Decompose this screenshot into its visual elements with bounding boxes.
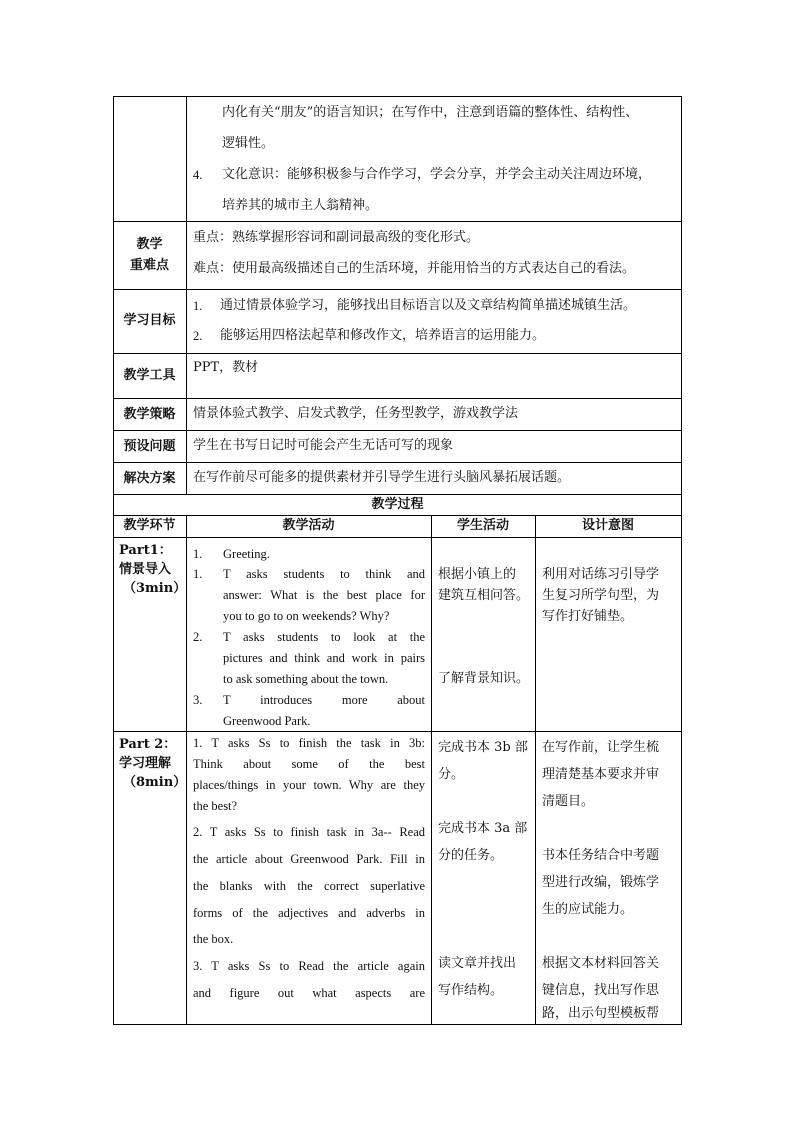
header-teacher-activity: 教学活动 bbox=[282, 518, 335, 533]
p2-intent-2b: 型进行改编，锻炼学 bbox=[542, 875, 660, 890]
problems-label: 预设问题 bbox=[123, 439, 176, 454]
top-line-4: 培养其的城市主人翁精神。 bbox=[222, 198, 379, 213]
objective-1-text: 通过情景体验学习，能够找出目标语言以及文章结构简单描述城镇生活。 bbox=[220, 298, 637, 313]
p2-act2-line3: the blanks with the correct superlative bbox=[193, 879, 425, 893]
p2-act3-line2: and figure out what aspects are bbox=[193, 986, 425, 1000]
p1-student-1a: 根据小镇上的 bbox=[438, 567, 517, 582]
p2-student-2a: 完成书本 3a 部 bbox=[438, 821, 528, 836]
p2-student-3b: 写作结构。 bbox=[438, 983, 504, 998]
p2-intent-2c: 生的应试能力。 bbox=[542, 902, 634, 917]
p2-student-1b: 分。 bbox=[438, 767, 465, 782]
p2-intent-3b: 键信息，找出写作思 bbox=[542, 983, 660, 998]
p1-act3-num: 2. bbox=[193, 630, 203, 644]
p1-act1-line1: Greeting. bbox=[223, 547, 270, 561]
difficult-point-line: 难点：使用最高级描述自己的生活环境，并能用恰当的方式表达自己的看法。 bbox=[193, 261, 636, 276]
top-line-3: 文化意识：能够积极参与合作学习，学会分享，并学会主动关注周边环境， bbox=[222, 167, 652, 182]
part1-label-1: Part1： bbox=[119, 543, 172, 558]
p2-intent-1a: 在写作前，让学生梳 bbox=[542, 740, 660, 755]
p1-intent-1: 利用对话练习引导学 bbox=[542, 567, 660, 582]
p1-act2-line2: answer: What is the best place for bbox=[223, 588, 425, 602]
p2-act2-line4: forms of the adjectives and adverbs in bbox=[193, 906, 425, 920]
solutions-label: 解决方案 bbox=[123, 471, 176, 486]
p1-act3-line3: to ask something about the town. bbox=[223, 672, 389, 686]
strategy-label: 教学策略 bbox=[123, 407, 176, 422]
top-item-number: 4. bbox=[193, 168, 203, 182]
p2-intent-1c: 清题目。 bbox=[542, 794, 595, 809]
part1-label-2: 情景导入 bbox=[119, 562, 172, 577]
p2-act1-line4: the best? bbox=[193, 799, 238, 813]
p2-act3-line1: 3. T asks Ss to Read the article again bbox=[193, 959, 425, 973]
p1-student-2: 了解背景知识。 bbox=[438, 671, 530, 686]
p2-intent-3c: 路，出示句型模板帮 bbox=[542, 1006, 660, 1021]
part1-label-3: （3min） bbox=[123, 581, 187, 596]
key-points-label-2: 重难点 bbox=[129, 258, 169, 273]
objective-2-number: 2. bbox=[193, 329, 203, 343]
p2-student-3a: 读文章并找出 bbox=[438, 956, 517, 971]
p2-intent-1b: 理清楚基本要求并审 bbox=[542, 767, 660, 782]
part2-label-2: 学习理解 bbox=[119, 756, 172, 771]
part2-label-1: Part 2： bbox=[119, 737, 177, 752]
p1-act2-line3: you to go to on weekends? Why? bbox=[223, 609, 390, 623]
strategy-text: 情景体验式教学、启发式教学，任务型教学，游戏教学法 bbox=[193, 406, 519, 421]
p2-student-2b: 分的任务。 bbox=[438, 848, 504, 863]
objectives-label: 学习目标 bbox=[123, 313, 176, 328]
p1-act4-line1: T introduces more about bbox=[223, 693, 425, 707]
key-point-line: 重点：熟练掌握形容词和副词最高级的变化形式。 bbox=[193, 230, 480, 245]
p1-intent-2: 生复习所学句型，为 bbox=[542, 588, 660, 603]
p2-act2-line5: the box. bbox=[193, 932, 234, 946]
p1-act4-line2: Greenwood Park. bbox=[223, 714, 311, 728]
p2-act1-line1: 1. T asks Ss to finish the task in 3b: bbox=[193, 736, 425, 750]
p1-act2-num: 1. bbox=[193, 567, 203, 581]
part2-label-3: （8min） bbox=[123, 775, 187, 790]
header-stage: 教学环节 bbox=[123, 518, 176, 533]
objective-1-number: 1. bbox=[193, 299, 203, 313]
solutions-text: 在写作前尽可能多的提供素材并引导学生进行头脑风暴拓展话题。 bbox=[193, 470, 571, 485]
p1-act2-line1: T asks students to think and bbox=[223, 567, 425, 581]
header-design-intent: 设计意图 bbox=[581, 518, 634, 533]
p2-act2-line1: 2. T asks Ss to finish task in 3a-- Read bbox=[193, 825, 425, 839]
top-line-2: 逻辑性。 bbox=[222, 136, 275, 151]
key-points-label-1: 教学 bbox=[136, 237, 163, 252]
top-line-1: 内化有关“朋友”的语言知识；在写作中，注意到语篇的整体性、结构性、 bbox=[222, 105, 639, 120]
p1-intent-3: 写作打好铺垫。 bbox=[542, 609, 634, 624]
objective-2-text: 能够运用四格法起草和修改作文，培养语言的运用能力。 bbox=[220, 328, 546, 343]
p1-act3-line2: pictures and think and work in pairs bbox=[223, 651, 425, 665]
tools-label: 教学工具 bbox=[123, 368, 176, 383]
tools-text: PPT，教材 bbox=[193, 360, 259, 375]
p2-act1-line2: Think about some of the best bbox=[193, 757, 425, 771]
header-student-activity: 学生活动 bbox=[456, 518, 509, 533]
p1-act3-line1: T asks students to look at the bbox=[223, 630, 425, 644]
p2-intent-2a: 书本任务结合中考题 bbox=[542, 848, 660, 863]
problems-text: 学生在书写日记时可能会产生无话可写的现象 bbox=[193, 438, 454, 453]
p2-act2-line2: the article about Greenwood Park. Fill in bbox=[193, 852, 425, 866]
p1-act1-num: 1. bbox=[193, 547, 203, 561]
p1-act4-num: 3. bbox=[193, 693, 203, 707]
p2-act1-line3: places/things in your town. Why are they bbox=[193, 778, 425, 792]
p2-intent-3a: 根据文本材料回答关 bbox=[542, 956, 660, 971]
p2-student-1a: 完成书本 3b 部 bbox=[438, 740, 528, 755]
p1-student-1b: 建筑互相问答。 bbox=[438, 588, 530, 603]
process-title: 教学过程 bbox=[371, 497, 424, 512]
